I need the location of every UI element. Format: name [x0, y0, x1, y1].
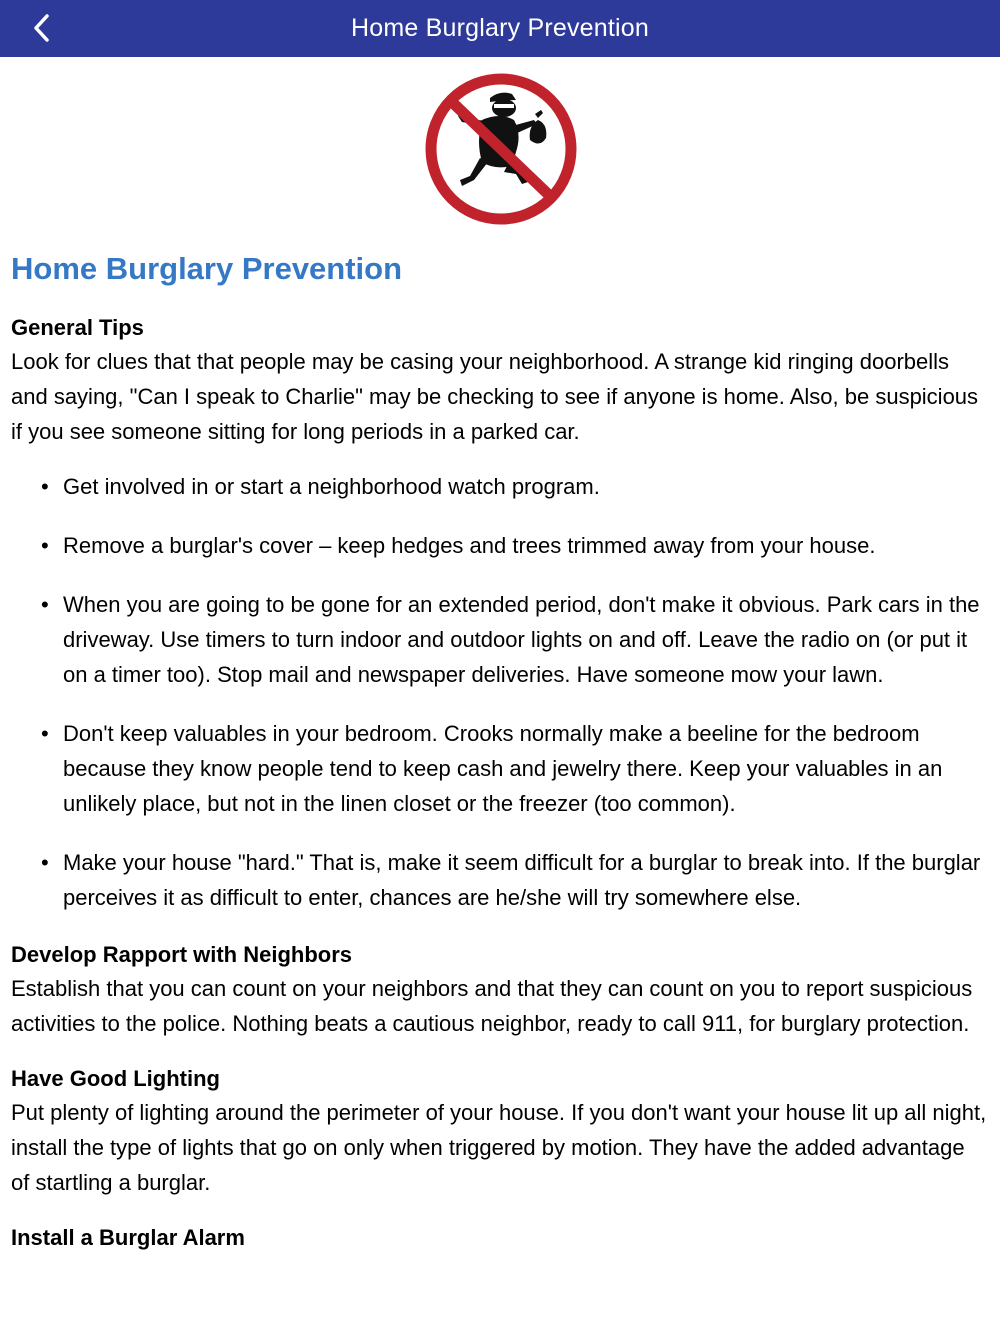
section-heading: Have Good Lighting [11, 1066, 220, 1091]
section-heading: Install a Burglar Alarm [11, 1225, 245, 1250]
section-heading: Develop Rapport with Neighbors [11, 942, 353, 967]
section-body: Look for clues that that people may be casing your neighborhood. A strange kid ringing doorbells and saying, "Can I speak to Charlie" may be checking to see if anyone is home. Also, be suspicious if you see someone sitting for long periods in a parked car. [11, 349, 979, 444]
list-item: • When you are going to be gone for an extended period, don't make it obvious. Park cars in the driveway. Use timers to turn indoor and outdoor lights on and off. Leave the radio on (or put it on a timer too). Stop mail and newspaper deliveries. Have someone mow your lawn. [41, 592, 980, 687]
section-alarm [11, 1222, 989, 1254]
navigation-bar [0, 0, 1000, 57]
list-item-text: Don't keep valuables in your bedroom. Crooks normally make a beeline for the bedroom because they know people tend to keep cash and jewelry there. Keep your valuables in an unlikely place, but not in the linen closet or the freezer (too common). [63, 721, 943, 816]
section-lighting [11, 1063, 989, 1200]
nav-title: Home Burglary Prevention [351, 14, 649, 42]
section-body: Establish that you can count on your neighbors and that they can count on you to report suspicious activities to the police. Nothing beats a cautious neighbor, ready to call 911, for burglary protection. [11, 976, 973, 1036]
list-item-text: Get involved in or start a neighborhood watch program. [63, 474, 600, 499]
list-item-text: When you are going to be gone for an extended period, don't make it obvious. Park cars in the driveway. Use timers to turn indoor and outdoor lights on and off. Leave the radio on (or put it on a timer too). Stop mail and newspaper deliveries. Have someone mow your lawn. [63, 592, 980, 687]
list-item-text: Make your house "hard." That is, make it seem difficult for a burglar to break into. If the burglar perceives it as difficult to enter, chances are he/she will try somewhere else. [63, 850, 981, 910]
list-item: • Make your house "hard." That is, make it seem difficult for a burglar to break into. If the burglar perceives it as difficult to enter, chances are he/she will try somewhere else. [41, 850, 981, 910]
list-item-text: Remove a burglar's cover – keep hedges and trees trimmed away from your house. [63, 533, 876, 558]
tips-list [11, 469, 989, 915]
page-title: Home Burglary Prevention [11, 251, 403, 286]
section-heading: General Tips [11, 315, 144, 340]
back-button[interactable] [24, 10, 60, 46]
list-item: • Remove a burglar's cover – keep hedges and trees trimmed away from your house. [41, 533, 876, 558]
list-item: • Get involved in or start a neighborhood watch program. [41, 474, 600, 499]
article-content [11, 248, 989, 1276]
section-general-tips [11, 312, 989, 915]
section-body: Put plenty of lighting around the perimeter of your house. If you don't want your house lit up all night, install the type of lights that go on only when triggered by motion. They have the added advantage of startling a burglar. [11, 1100, 987, 1195]
section-neighbors [11, 939, 989, 1041]
list-item: • Don't keep valuables in your bedroom. Crooks normally make a beeline for the bedroom because they know people tend to keep cash and jewelry there. Keep your valuables in an unlikely place, but not in the linen closet or the freezer (too common). [41, 721, 943, 816]
chevron-left-icon [32, 13, 52, 43]
no-burglar-icon [420, 68, 582, 230]
